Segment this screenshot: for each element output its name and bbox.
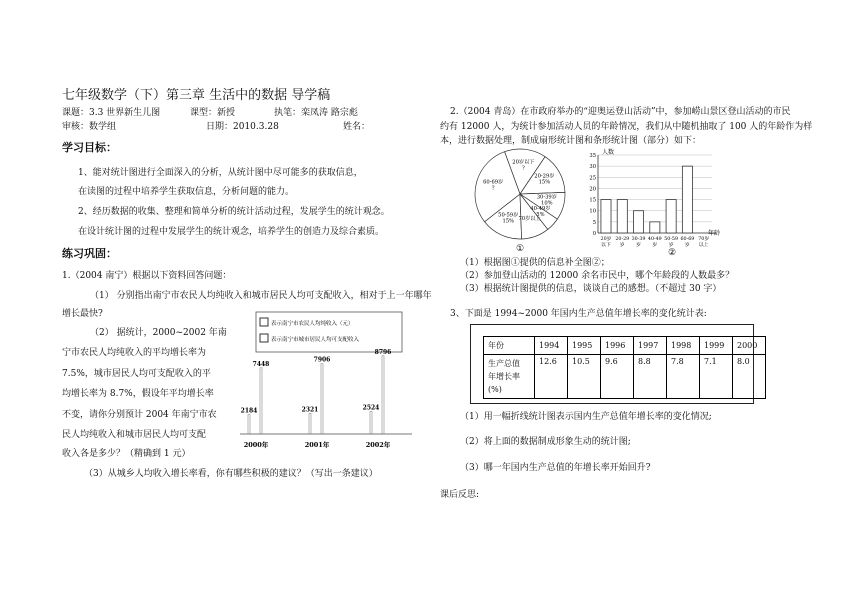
- meta-name: 姓名：: [343, 122, 371, 132]
- q2-intro: 2.（2004 青岛）在市政府举办的“迎奥运登山活动”中，参加崂山景区登山活动的市民: [450, 107, 791, 117]
- bar-y-tick: 10: [589, 208, 596, 215]
- table-cell: 2000: [733, 337, 766, 355]
- q1-part2: （2） 据统计，2000~2002 年南: [90, 328, 227, 338]
- pie-label: 70岁以上: [518, 216, 541, 223]
- age-bar: [682, 166, 692, 233]
- income-bar-chart: [226, 310, 416, 452]
- table-cell: 10.5: [568, 355, 601, 399]
- meta-date: 日期：2010.3.28: [206, 122, 279, 132]
- age-bar: [666, 200, 676, 233]
- doc-title: 七年级数学（下）第三章 生活中的数据 导学稿: [62, 88, 331, 103]
- legend-rural: 表示南宁市农民人均纯收入（元）: [271, 321, 354, 327]
- q2-sub: （2）参加登山活动的 12000 余名市民中，哪个年龄段的人数最多？: [460, 271, 735, 281]
- goal-item: 在读图的过程中培养学生获取信息，分析问题的能力。: [78, 187, 295, 197]
- bar-ylabel: 人数: [602, 149, 615, 156]
- income-x-label: 2001年: [304, 441, 330, 449]
- q1-part2: 民人均纯收入和城市居民人均可支配: [62, 430, 207, 440]
- pie-label: 40-49岁 5%: [530, 206, 551, 219]
- gdp-table: [483, 336, 766, 399]
- table-row-label: [484, 355, 535, 399]
- bar-y-tick: 0: [592, 231, 596, 237]
- table-row: [484, 337, 766, 355]
- income-data-label: 7448: [252, 360, 270, 368]
- meta-author: 执笔：栾凤涛 路宗彪: [274, 108, 358, 118]
- q2-sub: （1）根据图①提供的信息补全图②；: [460, 258, 610, 268]
- age-bar: [601, 200, 611, 233]
- income-data-label: 2321: [301, 406, 319, 414]
- q1-part1: 增长最快?: [62, 309, 103, 319]
- meta-lesson-type: 课型：新授: [190, 108, 236, 118]
- table-cell: 9.6: [601, 355, 634, 399]
- table-cell: 1997: [634, 337, 667, 355]
- practice-heading: 练习巩固：: [62, 247, 117, 260]
- table-header-label: 年份: [484, 337, 535, 355]
- table-cell: 1996: [601, 337, 634, 355]
- bar-y-tick: 25: [589, 175, 596, 182]
- reflection-label: 课后反思:: [440, 490, 480, 500]
- bar-x-tick: 20岁: [600, 237, 612, 242]
- age-pie-chart: [470, 147, 580, 257]
- income-x-label: 2002年: [365, 441, 391, 449]
- bar-y-tick: 30: [589, 164, 596, 171]
- bar-caption: ②: [667, 248, 677, 257]
- goal-item: 2、经历数据的收集、整理和简单分析的统计活动过程，发展学生的统计观念。: [78, 207, 390, 217]
- q3-sub: （2）将上面的数据制成形象生动的统计图;: [460, 437, 631, 447]
- bar-x-tick: 以上: [698, 243, 709, 248]
- q2-intro: 本，进行数据处理，制成扇形统计图和条形统计图（部分）如下：: [440, 136, 702, 146]
- age-bar: [650, 222, 660, 233]
- goals-heading: 学习目标：: [62, 141, 117, 154]
- table-cell: 1995: [568, 337, 601, 355]
- income-bar: [370, 412, 372, 434]
- q1-part2: 宁市农民人均纯收入的平均增长率为: [62, 348, 207, 358]
- income-bar: [321, 364, 323, 434]
- bar-y-tick: 35: [589, 153, 596, 159]
- table-cell: 1994: [535, 337, 568, 355]
- bar-x-tick: 60-69: [680, 237, 695, 242]
- row-label-line: 生产总值: [488, 359, 520, 368]
- table-cell: 1998: [667, 337, 700, 355]
- q1-part2: 不变，请你分别预计 2004 年南宁市农: [62, 410, 217, 420]
- bar-x-tick: 岁: [668, 243, 674, 248]
- pie-label: 20岁以下?: [512, 159, 535, 172]
- table-cell: 8.8: [634, 355, 667, 399]
- pie-label: 20-29岁 15%: [534, 173, 555, 186]
- pie-label: 30-39岁 10%: [536, 194, 557, 207]
- income-data-label: 2184: [240, 407, 258, 415]
- goal-item: 1、能对统计图进行全面深入的分析，从统计图中尽可能多的获取信息，: [78, 168, 363, 178]
- pie-label: 50-59岁 15%: [498, 212, 519, 225]
- bar-y-tick: 15: [589, 197, 596, 204]
- meta-reviewer: 审核：数学组: [62, 122, 117, 132]
- row-label-line: 年增长率: [488, 372, 520, 381]
- table-cell: 8.0: [733, 355, 766, 399]
- pie-caption: ①: [515, 244, 525, 254]
- bar-xlabel: 年龄: [708, 230, 721, 237]
- q2-intro: 约有 12000 人，为统计参加活动人员的年龄情况，我们从中随机抽取了 100 人的年龄作为样: [440, 122, 813, 132]
- bar-x-tick: 20-29: [615, 237, 630, 242]
- income-bar: [260, 368, 262, 434]
- q3-sub: （1）用一幅折线统计图表示国内生产总值年增长率的变化情况;: [460, 412, 712, 422]
- income-x-label: 2000年: [243, 441, 269, 449]
- bar-x-tick: 50-59: [664, 237, 679, 242]
- bar-y-tick: 5: [592, 219, 596, 226]
- bar-x-tick: 以下: [601, 243, 611, 248]
- meta-topic: 课题：3.3 世界新生儿图: [62, 108, 161, 118]
- income-data-label: 8796: [374, 348, 392, 356]
- bar-x-tick: 70岁: [698, 237, 710, 242]
- table-cell: 12.6: [535, 355, 568, 399]
- bar-x-tick: 30-39: [631, 237, 646, 242]
- q1-part2: 7.5%，城市居民人均可支配收入的平: [62, 369, 211, 379]
- q1-part3: （3）从城乡人均收入增长率看，你有哪些积极的建议？（写出一条建议）: [84, 469, 378, 479]
- q1-part2: 收入各是多少？（精确到 1 元）: [62, 449, 191, 459]
- goal-item: 在设计统计图的过程中发展学生的统计观念，培养学生的创造力及综合素质。: [78, 227, 385, 237]
- q3-intro: 3、下面是 1994~2000 年国内生产总值年增长率的变化统计表:: [450, 309, 707, 319]
- income-data-label: 7906: [313, 356, 331, 364]
- income-bar: [382, 356, 384, 434]
- q1-intro: 1.（2004 南宁）根据以下资料回答问题：: [62, 271, 232, 281]
- row-label-line: (%): [488, 385, 502, 394]
- bar-x-tick: 岁: [685, 243, 690, 248]
- bar-x-tick: 40-49: [647, 237, 662, 242]
- income-data-label: 2524: [362, 404, 380, 412]
- q1-part2: 均增长率为 8.7%，假设年平均增长率: [62, 389, 214, 399]
- table-row: [484, 355, 766, 399]
- age-bar: [634, 211, 644, 233]
- bar-x-tick: 岁: [652, 243, 658, 248]
- table-cell: 7.1: [700, 355, 733, 399]
- bar-x-tick: 岁: [619, 243, 625, 248]
- age-bar-chart: [584, 145, 724, 257]
- pie-label: 60-69岁?: [483, 179, 504, 192]
- bar-x-tick: 岁: [636, 243, 641, 248]
- age-bar: [617, 200, 627, 233]
- q2-sub: （3）根据统计图提供的信息，谈谈自己的感想。（不超过 30 字）: [460, 284, 722, 294]
- income-bar: [309, 413, 311, 434]
- income-legend: [256, 312, 402, 352]
- income-bar: [248, 415, 250, 434]
- q3-sub: （3）哪一年国内生产总值的年增长率开始回升?: [460, 463, 651, 473]
- table-cell: 1999: [700, 337, 733, 355]
- table-cell: 7.8: [667, 355, 700, 399]
- bar-y-tick: 20: [589, 186, 596, 193]
- legend-urban: 表示南宁市城市居民人均可支配收入: [271, 337, 360, 343]
- q1-part1: （1） 分别指出南宁市农民人均纯收入和城市居民人均可支配收入，相对于上一年哪年: [90, 291, 432, 301]
